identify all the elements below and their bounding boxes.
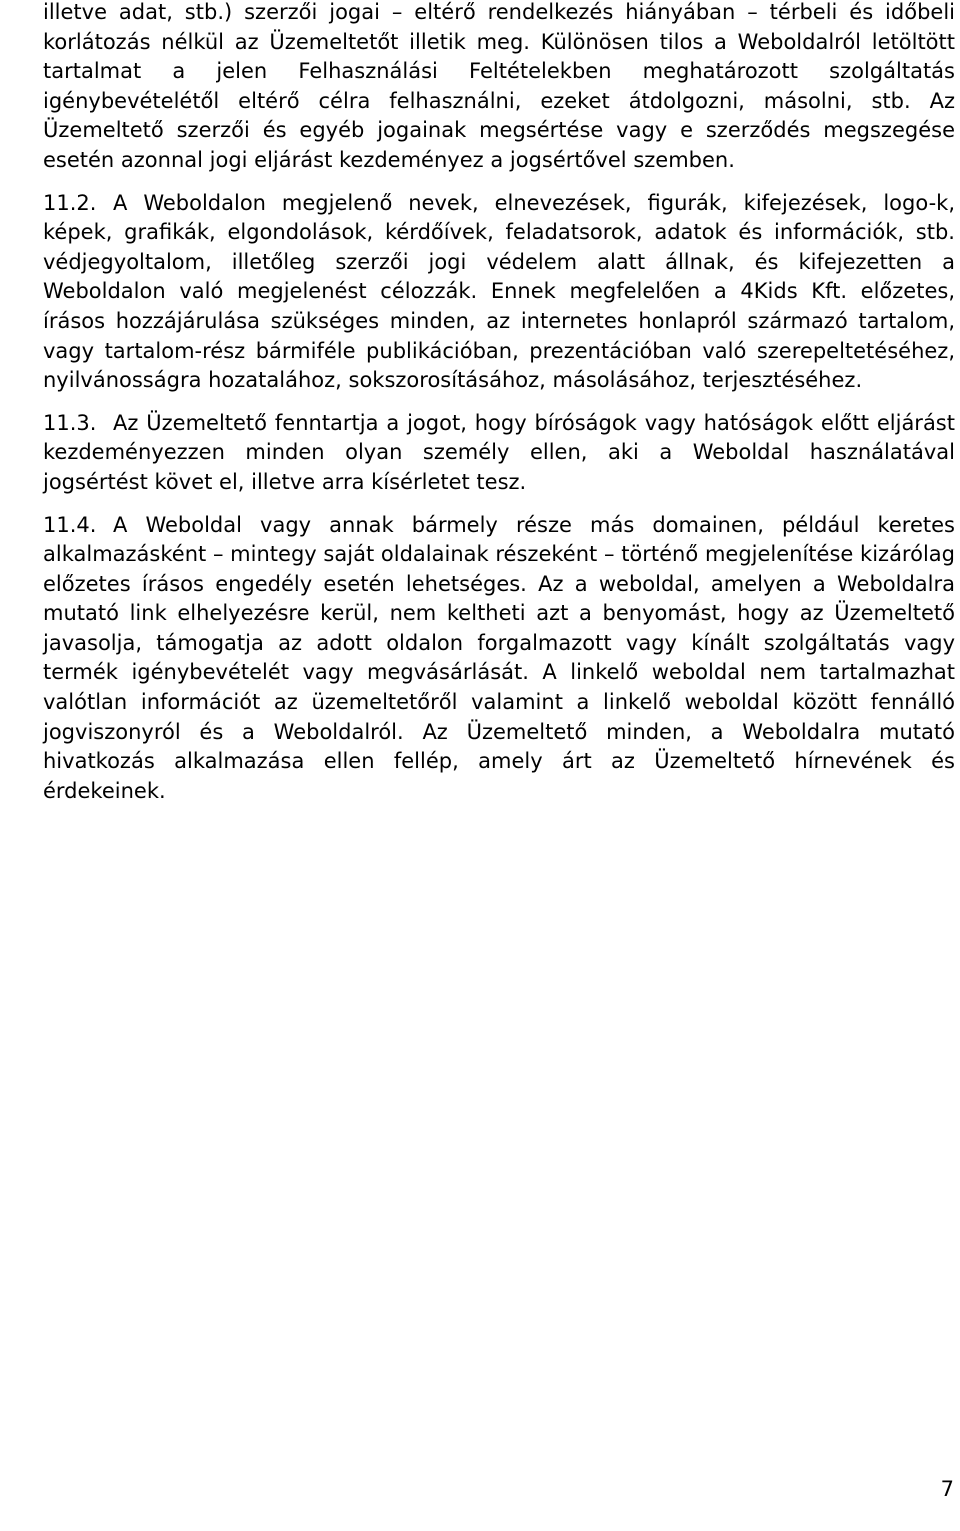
section-text: A Weboldalon megjelenő nevek, elnevezések, figurák, kifejezések, logo-k, képek, grafikák, elgondolások, kérdőívek, feladatsorok, adatok és információk, stb. védjegyoltalom, illetőleg szerzői jogi védelem alatt állnak, és kifejezetten a Weboldalon való megjelenést célozzák. Ennek megfelelően a 4Kids Kft. előzetes, írásos hozzájárulása szükséges minden, az internetes honlapról származó tartalom, vagy tartalom-rész bármiféle publikációban, prezentációban való szerepeltetéséhez, nyilvánosságra hozatalához, sokszorosításához, másolásához, terjesztéséhez.	[43, 190, 955, 393]
section-11-4	[43, 511, 955, 807]
section-paragraph	[43, 189, 955, 396]
document-page	[43, 0, 955, 806]
section-11-2	[43, 189, 955, 396]
section-paragraph	[43, 511, 955, 807]
section-paragraph	[43, 409, 955, 498]
page-number: 7	[940, 1477, 954, 1501]
section-11-3	[43, 409, 955, 498]
section-text: A Weboldal vagy annak bármely része más domainen, például keretes alkalmazásként – mintegy saját oldalainak részeként – történő megjelenítése kizárólag előzetes írásos engedély esetén lehetséges. Az a weboldal, amelyen a Weboldalra mutató link elhelyezésre kerül, nem keltheti azt a benyomást, hogy az Üzemeltető javasolja, támogatja az adott oldalon forgalmazott vagy kínált szolgáltatás vagy termék igénybevételét vagy megvásárlását. A linkelő weboldal nem tartalmazhat valótlan információt az üzemeltetőről valamint a linkelő weboldal között fennálló jogviszonyról és a Weboldalról. Az Üzemeltető minden, a Weboldalra mutató hivatkozás alkalmazása ellen fellép, amely árt az Üzemeltető hírnevének és érdekeinek.	[43, 512, 955, 803]
section-number: 11.3.	[43, 410, 97, 435]
section-text: Az Üzemeltető fenntartja a jogot, hogy bíróságok vagy hatóságok előtt eljárást kezdeményezzen minden olyan személy ellen, aki a Weboldal használatával jogsértést követ el, illetve arra kísérletet tesz.	[43, 410, 955, 494]
intro-paragraph: illetve adat, stb.) szerzői jogai – eltérő rendelkezés hiányában – térbeli és időbeli korlátozás nélkül az Üzemeltetőt illetik meg. Különösen tilos a Weboldalról letöltött tartalmat a jelen Felhasználási Feltételekben meghatározott szolgáltatás igénybevételétől eltérő célra felhasználni, ezeket átdolgozni, másolni, stb. Az Üzemeltető szerzői és egyéb jogainak megsértése vagy e szerződés megszegése esetén azonnal jogi eljárást kezdeményez a jogsértővel szemben.	[43, 0, 955, 172]
section-number: 11.4.	[43, 512, 97, 537]
section-number: 11.2.	[43, 190, 97, 215]
